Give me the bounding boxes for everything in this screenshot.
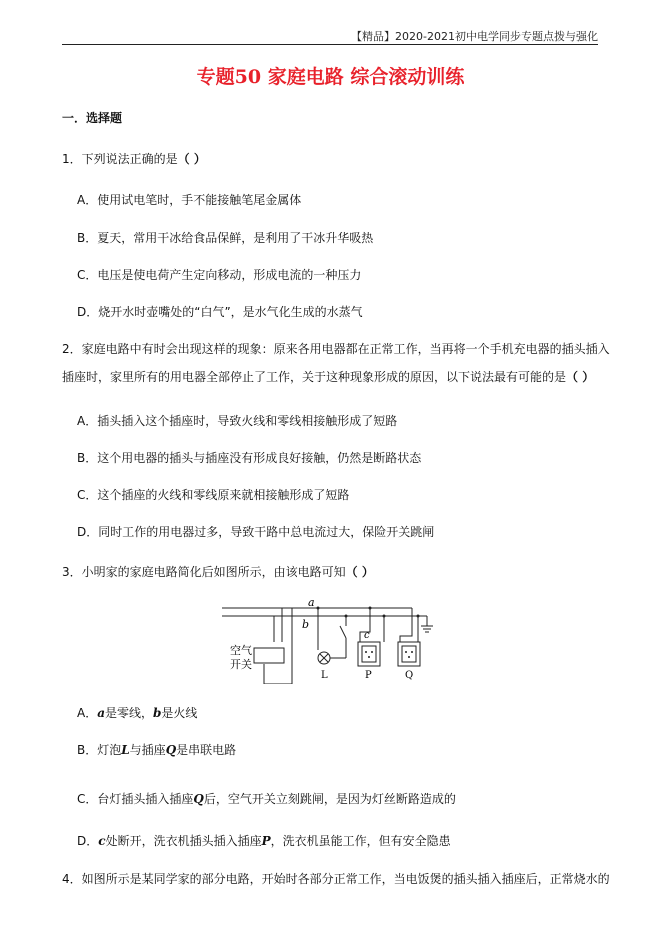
question-3-option-c: C．台灯插头插入插座Q后，空气开关立刻跳闸，是因为灯丝断路造成的 xyxy=(77,792,456,806)
page-header: 【精品】2020-2021初中电学同步专题点拨与强化 xyxy=(351,30,598,43)
wire-b-left xyxy=(222,616,274,642)
frame-wire xyxy=(264,608,292,684)
lamp-label: L xyxy=(321,670,328,681)
question-3-option-a: A．a是零线，b是火线 xyxy=(77,706,198,720)
question-1-option-b: B．夏天，常用干冰给食品保鲜，是利用了干冰升华吸热 xyxy=(77,231,374,245)
question-2-option-d: D．同时工作的用电器过多，导致干路中总电流过大，保险开关跳闸 xyxy=(77,525,435,539)
question-2-stem-line-2: 插座时，家里所有的用电器全部停止了工作，关于这种现象形成的原因，以下说法最有可能的是（ ） xyxy=(62,370,595,384)
answer-bracket: （ ） xyxy=(345,565,374,579)
breaker-label-1: 空气 xyxy=(230,644,252,657)
question-2-stem-line-1: 2．家庭电路中有时会出现这样的现象：原来各用电器都在正常工作，当再将一个手机充电器的插头插入 xyxy=(62,342,610,356)
question-2-option-c: C．这个插座的火线和零线原来就相接触形成了短路 xyxy=(77,488,350,502)
lamp-switch xyxy=(340,626,346,638)
question-1-option-d: D．烧开水时壶嘴处的“白气”，是水气化生成的水蒸气 xyxy=(77,305,363,319)
question-3-option-d: D．c处断开，洗衣机插头插入插座P，洗衣机虽能工作，但有安全隐患 xyxy=(77,834,451,848)
question-1-stem: 1．下列说法正确的是（ ） xyxy=(62,152,206,166)
air-switch-box xyxy=(254,648,284,663)
question-3-option-b: B．灯泡L与插座Q是串联电路 xyxy=(77,743,237,757)
question-1-option-c: C．电压是使电荷产生定向移动，形成电流的一种压力 xyxy=(77,268,362,282)
breaker-label-2: 开关 xyxy=(230,658,252,671)
wire-a-label: a xyxy=(308,598,315,609)
header-rule xyxy=(62,44,598,45)
wire-a-left xyxy=(222,608,282,642)
answer-bracket: （ ） xyxy=(177,152,206,166)
section-heading: 一．选择题 xyxy=(62,111,123,125)
document-title: 专题50 家庭电路 综合滚动训练 xyxy=(196,66,465,88)
point-c-label: c xyxy=(364,630,370,641)
question-4-stem-line-1: 4．如图所示是某同学家的部分电路，开始时各部分正常工作，当电饭煲的插头插入插座后，正常烧水的 xyxy=(62,872,610,886)
question-3-stem: 3．小明家的家庭电路简化后如图所示，由该电路可知（ ） xyxy=(62,565,374,579)
question-2-option-a: A．插头插入这个插座时，导致火线和零线相接触形成了短路 xyxy=(77,414,398,428)
circuit-diagram xyxy=(222,598,447,684)
socket-p-label: P xyxy=(365,670,372,681)
question-2-option-b: B．这个用电器的插头与插座没有形成良好接触，仍然是断路状态 xyxy=(77,451,422,465)
socket-q-label: Q xyxy=(405,670,414,681)
answer-bracket: （ ） xyxy=(566,370,595,384)
socket-q-live xyxy=(400,608,412,642)
wire-b-label: b xyxy=(302,618,310,631)
question-1-option-a: A．使用试电笔时，手不能接触笔尾金属体 xyxy=(77,193,302,207)
